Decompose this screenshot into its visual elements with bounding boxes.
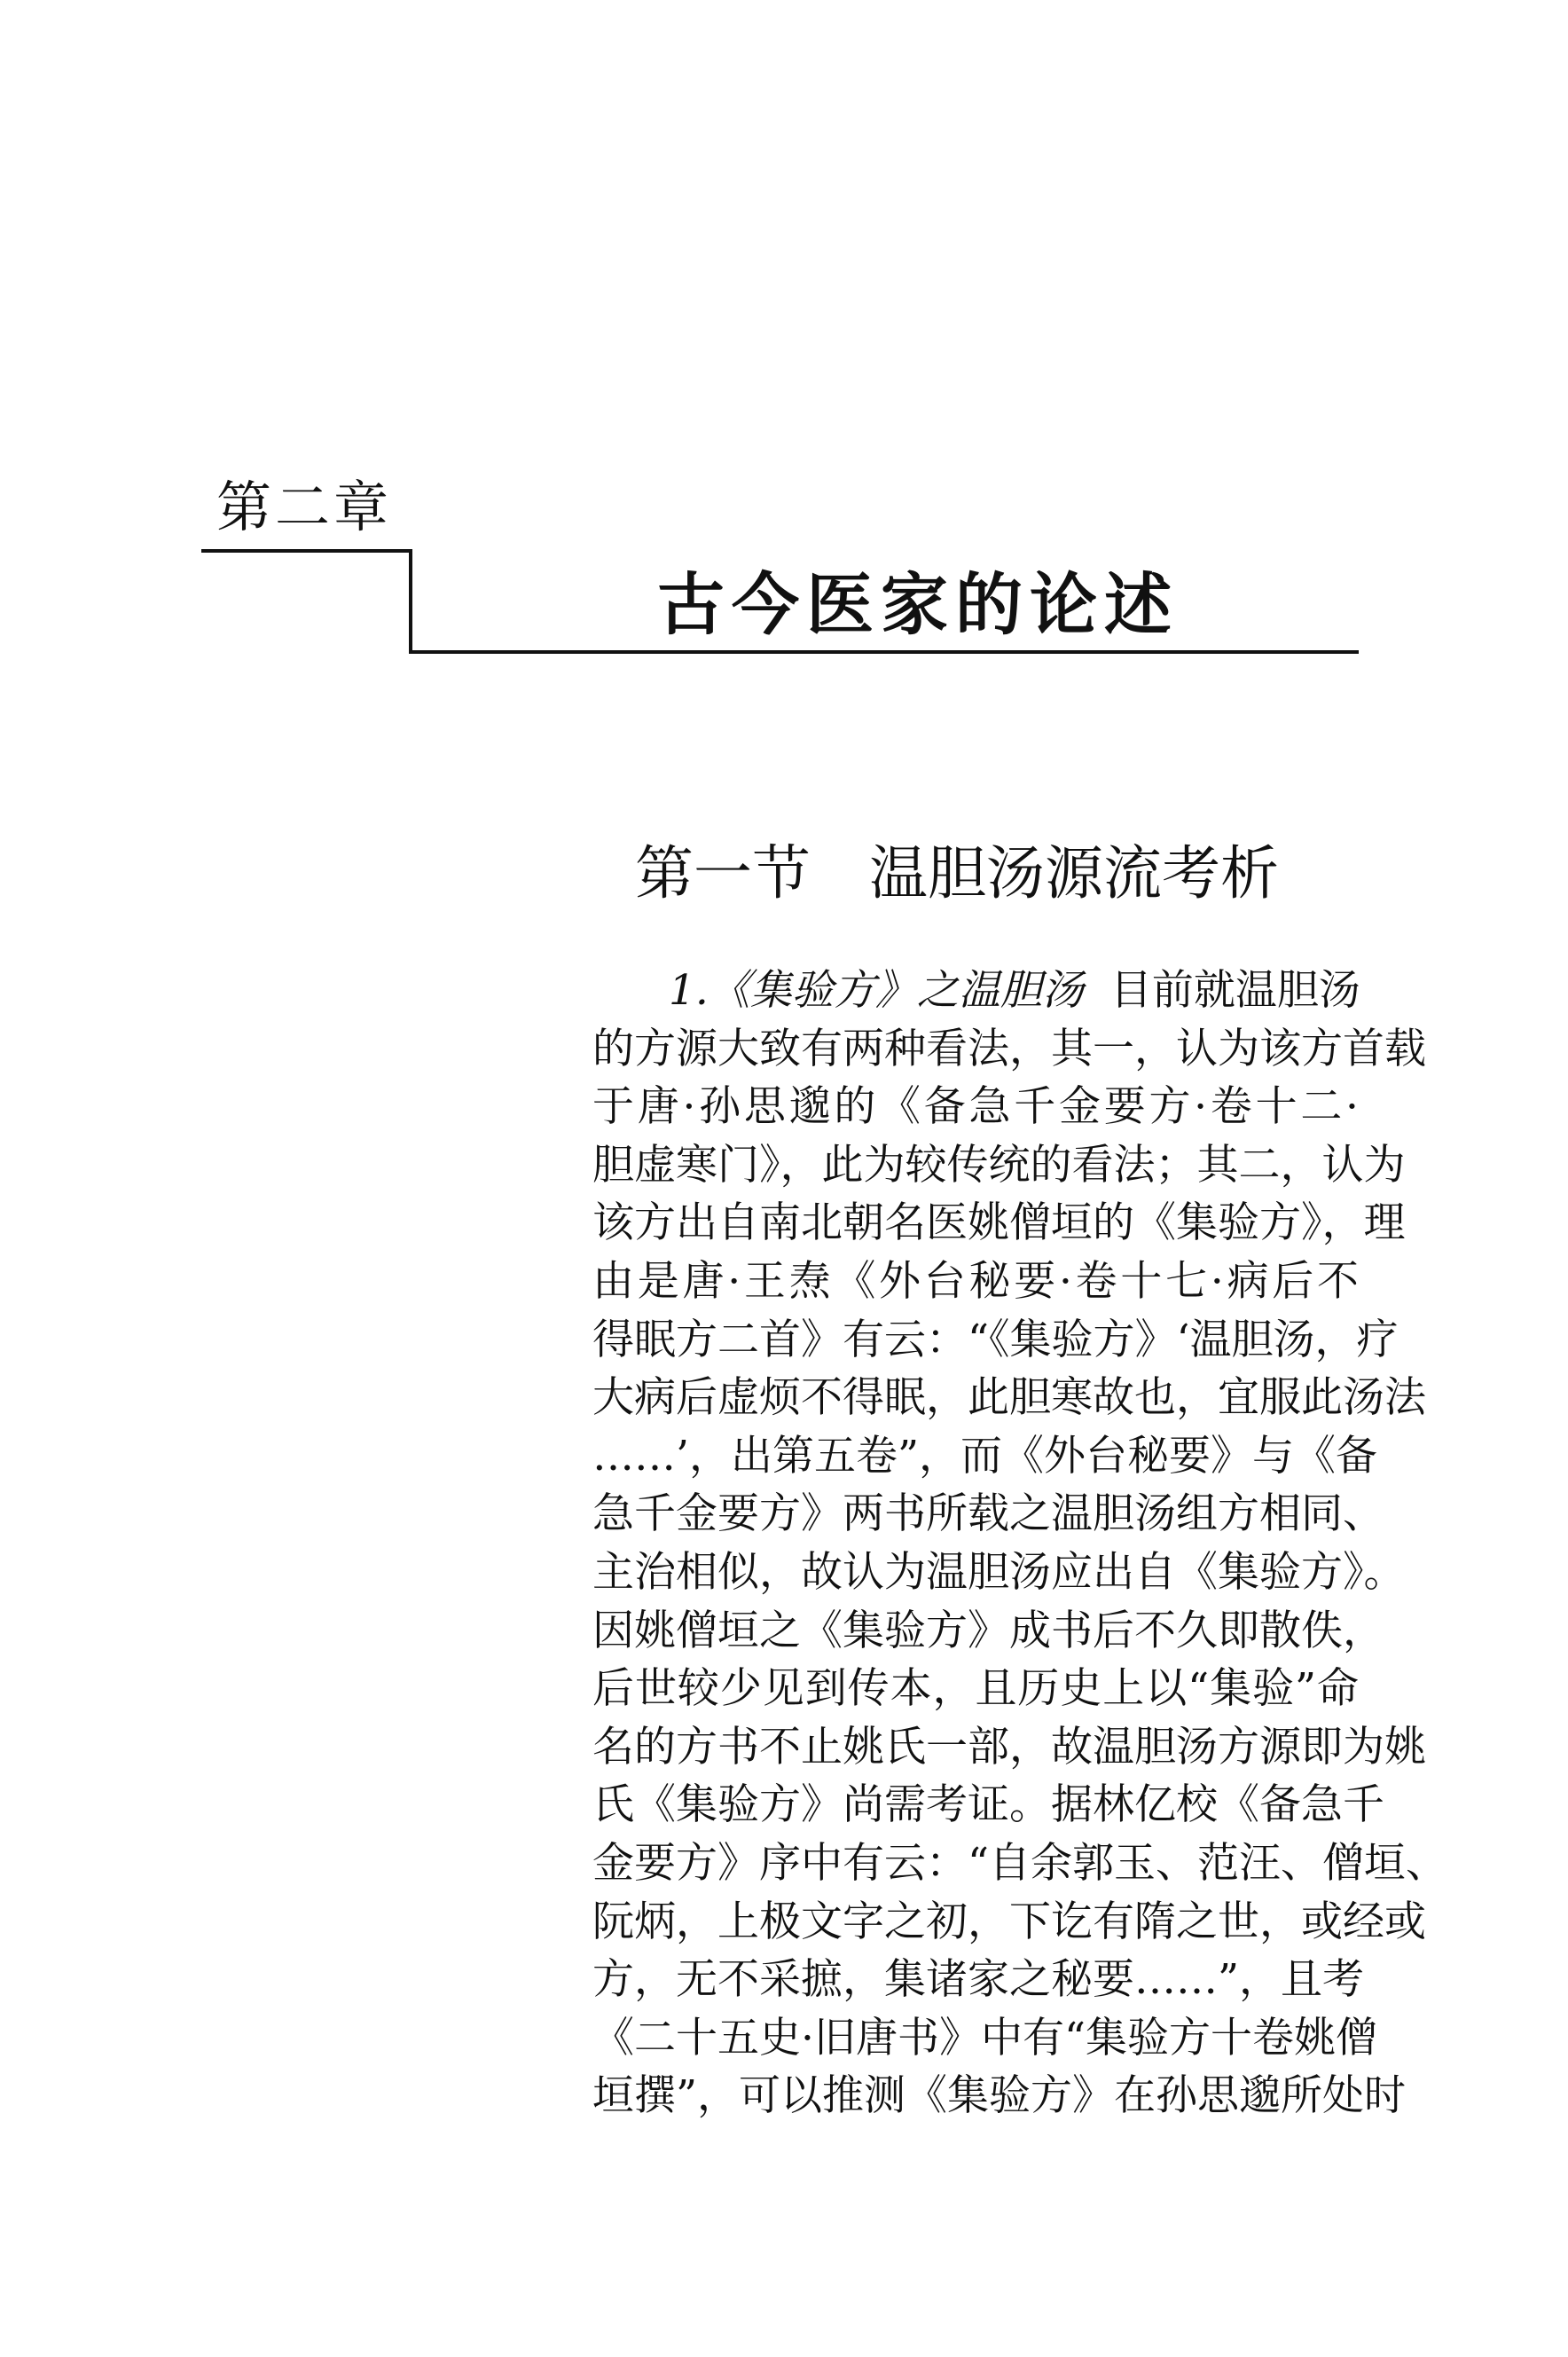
section-number: 第一节	[635, 839, 811, 907]
body-line: 该方出自南北朝名医姚僧垣的《集验方》，理	[592, 1198, 1406, 1248]
body-line: 主治相似，故认为温胆汤应出自《集验方》。	[592, 1547, 1406, 1597]
body-line: 名的方书不止姚氏一部，故温胆汤方源即为姚	[592, 1722, 1426, 1772]
chapter-rule-bottom	[409, 650, 1359, 654]
body-line: 急千金要方》两书所载之温胆汤组方相同、	[592, 1489, 1384, 1539]
body-line: 的方源大致有两种看法，其一，认为该方首载	[592, 1024, 1426, 1073]
body-line: 后世较少见到传本，且历史上以“集验”命	[592, 1664, 1359, 1714]
body-line: 金要方》序中有云：“自余郭玉、范汪、僧垣、	[592, 1838, 1448, 1888]
section-heading	[635, 838, 1279, 909]
body-line: 垣撰”，可以推测《集验方》在孙思邈所处时	[592, 2071, 1407, 2121]
chapter-number: 第二章	[216, 475, 393, 539]
body-line: 由是唐·王焘《外台秘要·卷十七·病后不	[592, 1256, 1359, 1306]
body-line: 氏《集验方》尚需考证。据林亿校《备急千	[592, 1780, 1384, 1830]
section-title: 温胆汤源流考析	[869, 839, 1279, 907]
body-line: 阮炳，上极文字之初，下讫有隋之世，或经或	[592, 1897, 1426, 1946]
body-line: 方，无不采摭，集诸家之秘要……”，且考	[592, 1955, 1365, 2005]
body-line: 胆虚寒门》，此为较传统的看法；其二，认为	[592, 1140, 1406, 1190]
body-line: ……’，出第五卷”，而《外台秘要》与《备	[592, 1431, 1377, 1481]
chapter-rule-vertical	[409, 549, 412, 654]
body-line: 大病后虚烦不得眠，此胆寒故也，宜服此汤法	[592, 1373, 1426, 1423]
body-line: 《二十五史·旧唐书》中有“集验方十卷姚僧	[592, 2013, 1377, 2062]
chapter-rule-top	[201, 549, 412, 553]
body-line: 于唐·孙思邈的《备急千金要方·卷十二·	[592, 1082, 1359, 1132]
body-line: 得眠方二首》有云：“《集验方》‘温胆汤，疗	[592, 1315, 1399, 1364]
body-text	[592, 962, 1448, 2125]
item-heading: 1.《集验方》之温胆汤	[669, 966, 1084, 1015]
chapter-title: 古今医家的论述	[657, 565, 1179, 644]
body-line-text: 目前就温胆汤	[1109, 966, 1360, 1015]
body-line	[592, 962, 1359, 1020]
body-line: 因姚僧垣之《集验方》成书后不久即散佚，	[592, 1606, 1384, 1655]
